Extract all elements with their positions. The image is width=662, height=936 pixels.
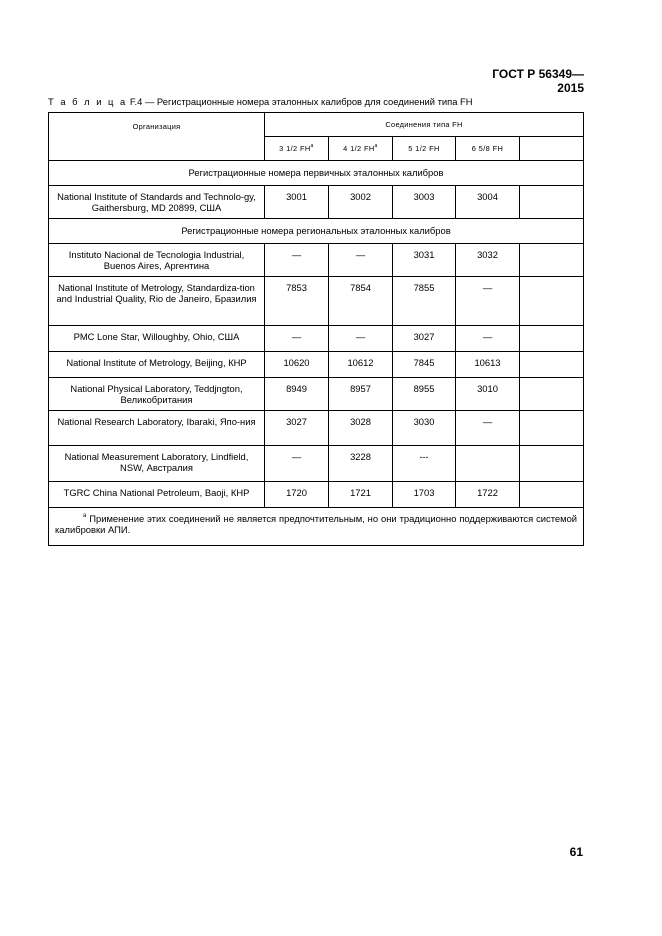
registration-number-cell: 8955 (393, 378, 456, 411)
registration-number-cell: — (456, 411, 520, 446)
registration-number-cell: 7855 (393, 277, 456, 326)
org-column-header: Организация (49, 113, 265, 161)
organization-cell: National Institute of Standards and Technolo-gy, Gaithersburg, MD 20899, США (49, 186, 265, 219)
registration-number-cell: 3030 (393, 411, 456, 446)
registration-number-cell (520, 352, 584, 378)
registration-number-cell: — (265, 326, 329, 352)
table-row (49, 186, 584, 219)
registration-number-cell: 3010 (456, 378, 520, 411)
registration-number-cell: 7845 (393, 352, 456, 378)
size-header-cell (393, 137, 456, 161)
registration-number-cell: 10620 (265, 352, 329, 378)
table-row (49, 244, 584, 277)
caption-number: F.4 (127, 96, 143, 107)
registration-number-cell: — (329, 326, 393, 352)
registration-number-cell (520, 411, 584, 446)
registration-number-cell: — (265, 244, 329, 277)
size-label: 5 1/2 FH (408, 143, 440, 153)
registration-number-cell (520, 326, 584, 352)
registration-number-cell: — (456, 277, 520, 326)
footnote-mark: a (83, 513, 87, 519)
size-label: 4 1/2 FH (343, 143, 375, 153)
caption-title: — Регистрационные номера эталонных калибров для соединений типа FH (142, 96, 473, 107)
table-caption (48, 96, 473, 107)
section-title: Регистрационные номера региональных эталонных калибров (49, 219, 584, 244)
table-row (49, 326, 584, 352)
organization-cell: TGRC China National Petroleum, Baoji, КНР (49, 482, 265, 508)
registration-number-cell: 3002 (329, 186, 393, 219)
registration-number-cell: — (265, 446, 329, 482)
registration-number-cell (520, 277, 584, 326)
table-row (49, 411, 584, 446)
registration-number-cell: 3004 (456, 186, 520, 219)
size-header-cell (520, 137, 584, 161)
footnote-mark: a (374, 142, 378, 149)
registration-number-cell: 10613 (456, 352, 520, 378)
table-row (49, 378, 584, 411)
size-header-cell (456, 137, 520, 161)
registration-number-cell: 3031 (393, 244, 456, 277)
registration-number-cell: 3003 (393, 186, 456, 219)
registration-number-cell: 1722 (456, 482, 520, 508)
registration-number-cell: 10612 (329, 352, 393, 378)
registration-number-cell (456, 446, 520, 482)
registration-number-cell: 7854 (329, 277, 393, 326)
table-row (49, 482, 584, 508)
registration-number-cell: --- (393, 446, 456, 482)
organization-cell: PMC Lone Star, Willoughby, Ohio, США (49, 326, 265, 352)
organization-cell: Instituto Nacional de Tecnologia Industrial, Buenos Aires, Аргентина (49, 244, 265, 277)
registration-number-cell: 1720 (265, 482, 329, 508)
size-header-cell (265, 137, 329, 161)
organization-cell: National Institute of Metrology, Standardiza-tion and Industrial Quality, Rio de Janeiro, Бразилия (49, 277, 265, 326)
size-header-cell (329, 137, 393, 161)
table-row (49, 352, 584, 378)
registration-number-cell: 7853 (265, 277, 329, 326)
page-number: 61 (569, 845, 583, 859)
registration-number-cell (520, 244, 584, 277)
footnote-row (49, 508, 584, 546)
organization-cell: National Institute of Metrology, Beijing, КНР (49, 352, 265, 378)
registration-number-cell (520, 482, 584, 508)
footnote-text: Применение этих соединений не является предпочтительным, но они традиционно поддерживаются системой калибровки АПИ. (55, 513, 578, 536)
size-label: 6 5/8 FH (471, 143, 504, 153)
footnote-mark: a (310, 142, 314, 149)
registration-number-cell: — (456, 326, 520, 352)
registration-number-cell: 3228 (329, 446, 393, 482)
registration-number-cell: 3027 (265, 411, 329, 446)
footnote (49, 508, 584, 546)
registration-number-cell: 1703 (393, 482, 456, 508)
organization-cell: National Physical Laboratory, Teddjngton, Великобритания (49, 378, 265, 411)
registration-number-cell: — (329, 244, 393, 277)
organization-cell: National Research Laboratory, Ibaraki, Япо-ния (49, 411, 265, 446)
registration-number-cell (520, 446, 584, 482)
registration-number-cell: 3027 (393, 326, 456, 352)
calibers-table (48, 112, 584, 546)
registration-number-cell (520, 378, 584, 411)
document-code: ГОСТ Р 56349—2015 (492, 67, 584, 95)
registration-number-cell: 8949 (265, 378, 329, 411)
registration-number-cell: 1721 (329, 482, 393, 508)
section-row (49, 161, 584, 186)
registration-number-cell: 3032 (456, 244, 520, 277)
registration-number-cell: 3028 (329, 411, 393, 446)
registration-number-cell: 8957 (329, 378, 393, 411)
section-row (49, 219, 584, 244)
registration-number-cell (520, 186, 584, 219)
table-row (49, 446, 584, 482)
organization-cell: National Measurement Laboratory, Lindfield, NSW, Австралия (49, 446, 265, 482)
table-row (49, 277, 584, 326)
connections-column-header: Соединения типа FH (265, 113, 584, 137)
registration-number-cell: 3001 (265, 186, 329, 219)
section-title: Регистрационные номера первичных эталонных калибров (49, 161, 584, 186)
caption-label: Т а б л и ц а (48, 96, 128, 107)
size-label: 3 1/2 FH (279, 143, 311, 153)
